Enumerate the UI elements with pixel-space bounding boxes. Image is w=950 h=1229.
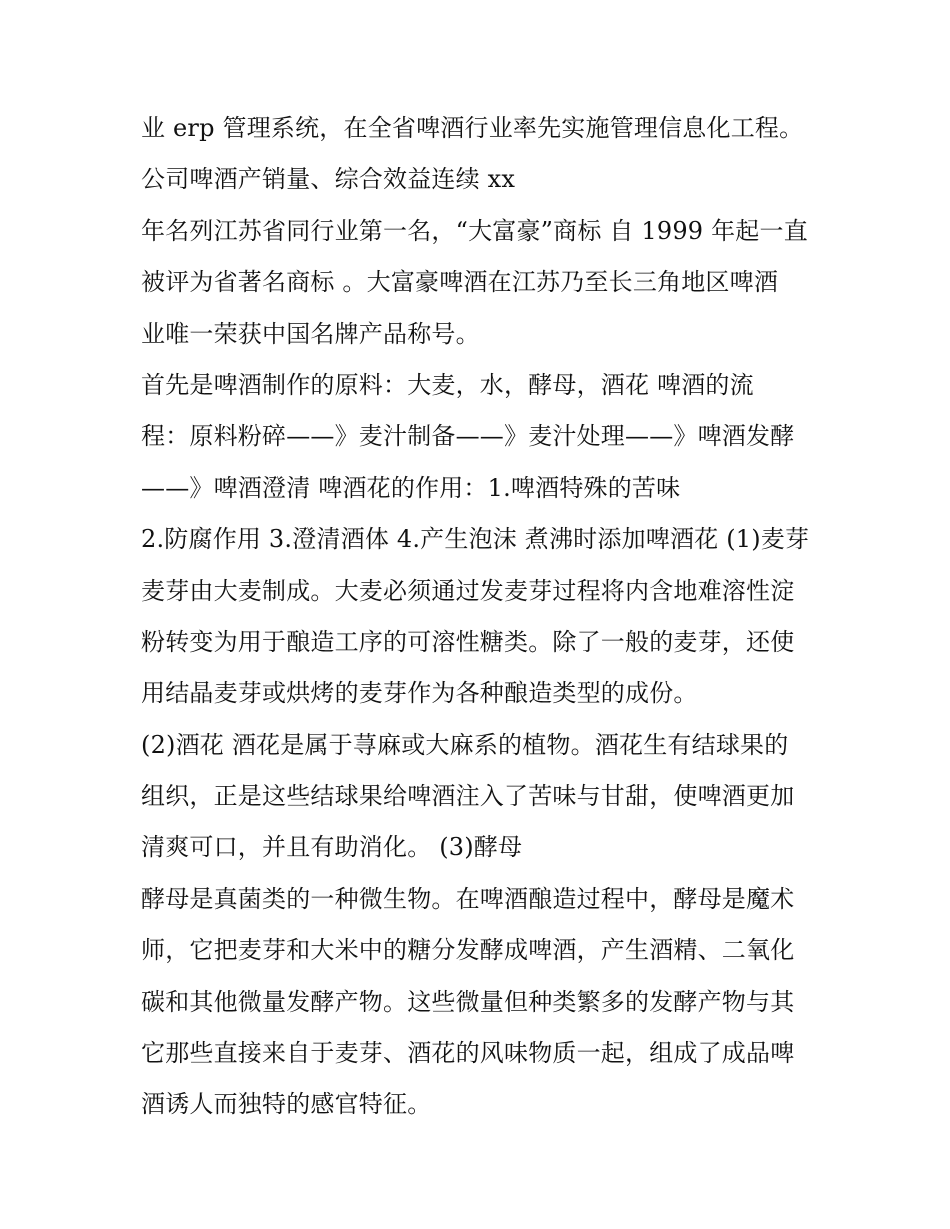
text-line: 被评为省著名商标 。大富豪啤酒在江苏乃至长三角地区啤酒 bbox=[141, 268, 779, 297]
text-line: 年名列江苏省同行业第一名，“大富豪”商标 自 1999 年起一直 bbox=[141, 216, 808, 245]
text-line: 它那些直接来自于麦芽、酒花的风味物质一起，组成了成品啤 bbox=[141, 1039, 795, 1068]
text-line: 碳和其他微量发酵产物。这些微量但种类繁多的发酵产物与其 bbox=[141, 987, 795, 1016]
text-line: 麦芽由大麦制成。大麦必须通过发麦芽过程将内含地难溶性淀 bbox=[141, 576, 795, 605]
text-line: 组织，正是这些结球果给啤酒注入了苦味与甘甜，使啤酒更加 bbox=[141, 782, 795, 811]
text-line: 业 erp 管理系统，在全省啤酒行业率先实施管理信息化工程。 bbox=[141, 114, 804, 142]
text-line: 业唯一荣获中国名牌产品称号。 bbox=[141, 319, 480, 348]
text-line: 粉转变为用于酿造工序的可溶性糖类。除了一般的麦芽，还使 bbox=[141, 627, 795, 656]
document-body bbox=[141, 106, 821, 1134]
text-line: 酵母是真菌类的一种微生物。在啤酒酿造过程中，酵母是魔术 bbox=[141, 884, 795, 913]
text-line: ——》啤酒澄清 啤酒花的作用：1.啤酒特殊的苦味 bbox=[141, 473, 681, 502]
text-line: 酒诱人而独特的感官特征。 bbox=[141, 1090, 432, 1119]
text-line: 2.防腐作用 3.澄清酒体 4.产生泡沫 煮沸时添加啤酒花 (1)麦芽 bbox=[141, 525, 810, 554]
text-line: 师，它把麦芽和大米中的糖分发酵成啤酒，产生酒精、二氧化 bbox=[141, 936, 795, 965]
text-line: (2)酒花 酒花是属于荨麻或大麻系的植物。酒花生有结球果的 bbox=[141, 730, 789, 759]
text-line: 程：原料粉碎——》麦汁制备——》麦汁处理——》啤酒发酵 bbox=[141, 422, 795, 451]
text-line: 清爽可口，并且有助消化。 (3)酵母 bbox=[141, 833, 523, 862]
text-line: 公司啤酒产销量、综合效益连续 xx bbox=[141, 165, 516, 194]
text-line: 用结晶麦芽或烘烤的麦芽作为各种酿造类型的成份。 bbox=[141, 679, 698, 708]
text-line: 首先是啤酒制作的原料：大麦，水，酵母，酒花 啤酒的流 bbox=[141, 370, 754, 399]
